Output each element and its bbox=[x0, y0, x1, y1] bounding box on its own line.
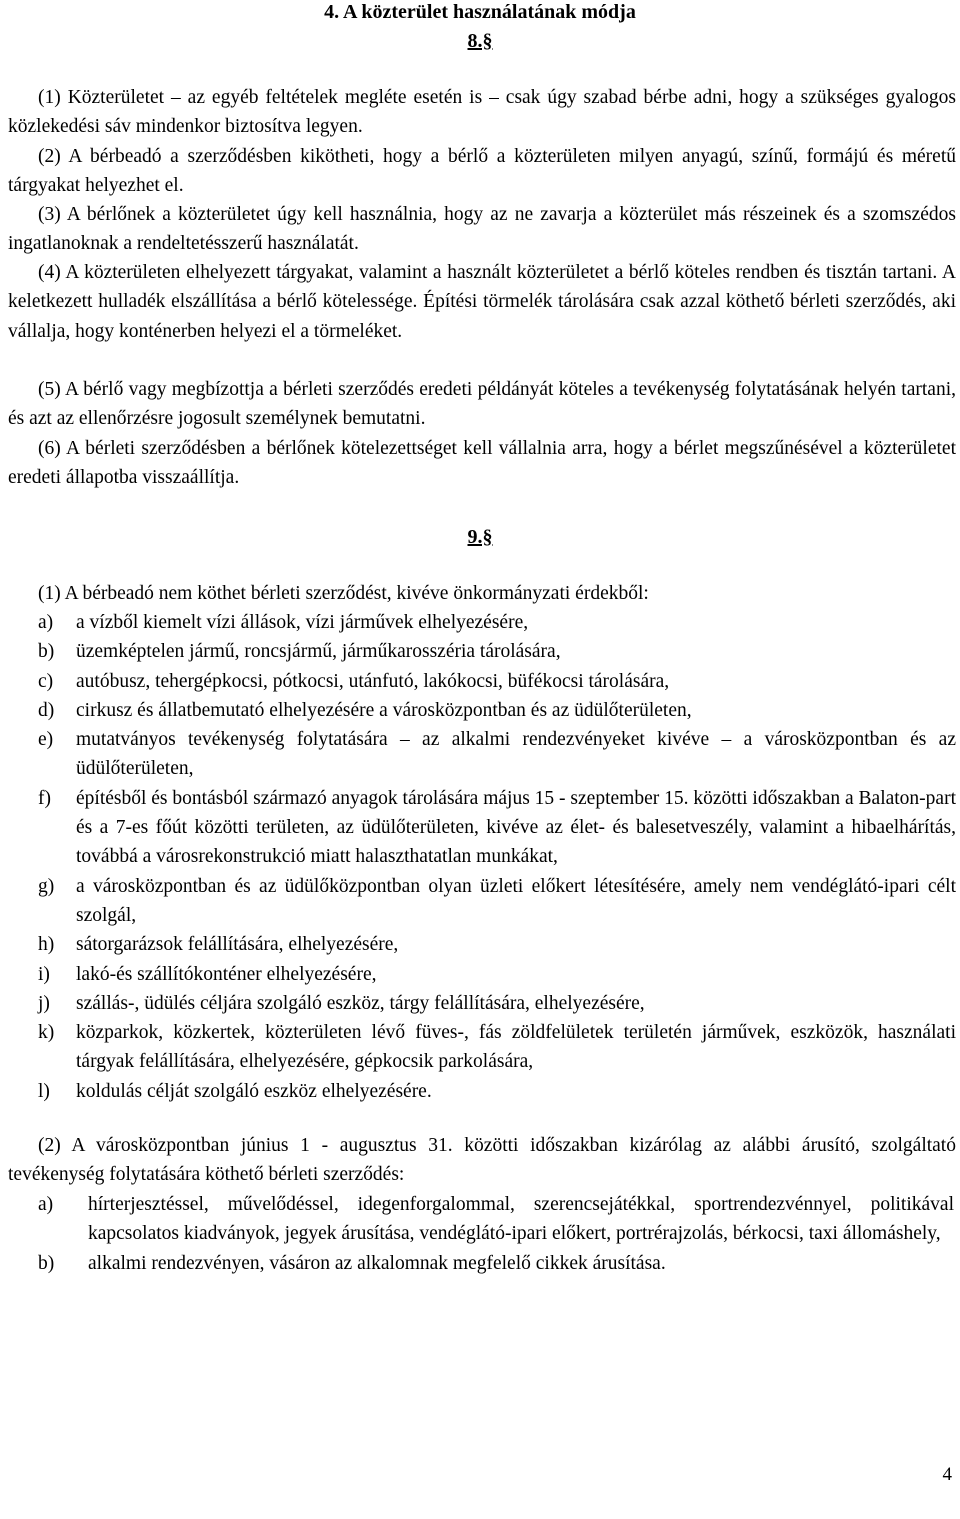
paragraph-text bbox=[8, 434, 956, 493]
list-letter: i) bbox=[38, 963, 50, 985]
list-item bbox=[38, 637, 956, 666]
list-letter: l) bbox=[38, 1080, 50, 1102]
list-item-text: közparkok, közkertek, közterületen lévő füves-, fás zöldfelületek területén járművek, eszközök, használati tárgyak felállítására, elhelyezésére, gépkocsik parkolására, bbox=[76, 1022, 956, 1073]
list-item bbox=[38, 1077, 956, 1106]
section-8-paragraph-2 bbox=[8, 142, 956, 201]
paragraph-text bbox=[8, 142, 956, 201]
list-letter: k) bbox=[38, 1022, 55, 1044]
paragraph-number: (6) bbox=[38, 438, 61, 459]
list-letter: a) bbox=[38, 612, 54, 633]
page-number: 4 bbox=[942, 1464, 952, 1485]
list-item-text: szállás-, üdülés céljára szolgáló eszköz, tárgy felállítására, elhelyezésére, bbox=[76, 992, 645, 1014]
list-item-text: a vízből kiemelt vízi állások, vízi járművek elhelyezésére, bbox=[76, 612, 529, 633]
list-item-text: lakó-és szállítókonténer elhelyezésére, bbox=[76, 963, 377, 985]
list-item bbox=[38, 1190, 954, 1249]
list-item-text: koldulás célját szolgáló eszköz elhelyezésére. bbox=[76, 1080, 432, 1102]
list-item bbox=[38, 930, 956, 959]
list-item bbox=[38, 608, 956, 637]
paragraph-body: A bérbeadó nem köthet bérleti szerződést, kivéve önkormányzati érdekből: bbox=[64, 583, 649, 604]
list-item bbox=[38, 960, 956, 989]
list-letter: j) bbox=[38, 992, 50, 1014]
list-item-text: autóbusz, tehergépkocsi, pótkocsi, utánfutó, lakókocsi, büfékocsi tárolására, bbox=[76, 670, 670, 692]
paragraph-body: A bérleti szerződésben a bérlőnek kötelezettséget kell vállalnia arra, hogy a bérlet megszűnésével a közterületet eredeti állapotba visszaállítja. bbox=[8, 438, 956, 489]
list-item-text: építésből és bontásból származó anyagok tárolására május 15 - szeptember 15. közötti időszakban a Balaton-part és a 7-es főút közötti területen, az üdülőterületen, kivéve az élet- és balesetveszély, valamint a hibaelhárítás, továbbá a városrekonstrukció miatt halaszthatatlan munkákat, bbox=[76, 787, 956, 868]
section-8-paragraph-3 bbox=[8, 200, 956, 259]
list-letter: c) bbox=[38, 670, 54, 692]
list-item bbox=[38, 784, 956, 872]
list-item bbox=[38, 872, 956, 931]
list-letter: b) bbox=[38, 641, 55, 663]
section-8-paragraph-1 bbox=[8, 83, 956, 142]
section-9-paragraph-2-intro bbox=[8, 1131, 956, 1190]
paragraph-body: A városközpontban június 1 - augusztus 31. közötti időszakban kizárólag az alábbi árusító, szolgáltató tevékenység folytatására köthető bérleti szerződés: bbox=[8, 1135, 956, 1186]
list-item-text: mutatványos tevékenység folytatására – az alkalmi rendezvényeket kivéve – a városközpontban és az üdülőterületen, bbox=[76, 729, 956, 780]
list-letter: g) bbox=[38, 875, 55, 897]
section-8-heading: 8.§ bbox=[467, 30, 493, 52]
list-item-text: cirkusz és állatbemutató elhelyezésére a városközpontban és az üdülőterületen, bbox=[76, 699, 692, 721]
list-letter: h) bbox=[38, 934, 55, 956]
section-9-paragraph-1-intro bbox=[8, 579, 956, 608]
paragraph-text bbox=[8, 1131, 956, 1190]
paragraph-text bbox=[8, 200, 956, 259]
paragraph-body: Közterületet – az egyéb feltételek megléte esetén is – csak úgy szabad bérbe adni, hogy a szükséges gyalogos közlekedési sáv mindenkor biztosítva legyen. bbox=[8, 87, 956, 138]
list-item-text: alkalmi rendezvényen, vásáron az alkalomnak megfelelő cikkek árusítása. bbox=[88, 1252, 666, 1274]
paragraph-text bbox=[8, 579, 956, 608]
section-9-paragraph-2-list bbox=[38, 1190, 954, 1278]
paragraph-body: A közterületen elhelyezett tárgyakat, valamint a használt közterületet a bérlő köteles rendben és tisztán tartani. A keletkezett hulladék elszállítása a bérlő kötelessége. Építési törmelék tárolására csak azzal köthető bérleti szerződés, aki vállalja, hogy konténerben helyezi el a törmeléket. bbox=[8, 262, 956, 342]
list-item bbox=[38, 989, 956, 1018]
list-item bbox=[38, 696, 956, 725]
list-item bbox=[38, 725, 956, 784]
list-letter: d) bbox=[38, 699, 55, 721]
list-item-text: hírterjesztéssel, művelődéssel, idegenforgalommal, szerencsejátékkal, sportrendezvénnyel, politikával kapcsolatos kiadványok, jegyek árusítása, vendéglátó-ipari előkert, portrérajzolás, bérkocsi, taxi állomáshely, bbox=[88, 1194, 954, 1245]
paragraph-number: (2) bbox=[38, 1135, 61, 1156]
section-9-heading: 9.§ bbox=[467, 526, 493, 548]
paragraph-text bbox=[8, 258, 956, 346]
list-item-text: a városközpontban és az üdülőközpontban olyan üzleti előkert létesítésére, amely nem vendéglátó-ipari célt szolgál, bbox=[76, 875, 956, 926]
list-letter: e) bbox=[38, 729, 54, 751]
section-8-paragraph-5 bbox=[8, 375, 956, 434]
paragraph-body: A bérlőnek a közterületet úgy kell használnia, hogy az ne zavarja a közterület más részeinek és a szomszédos ingatlanoknak a rendeltetésszerű használatát. bbox=[8, 204, 956, 255]
paragraph-text bbox=[8, 83, 956, 142]
paragraph-body: A bérlő vagy megbízottja a bérleti szerződés eredeti példányát köteles a tevékenység folytatásának helyén tartani, és azt az ellenőrzésre jogosult személynek bemutatni. bbox=[8, 379, 956, 430]
chapter-title: 4. A közterület használatának módja bbox=[324, 1, 636, 23]
paragraph-body: A bérbeadó a szerződésben kikötheti, hogy a bérlő a közterületen milyen anyagú, színű, formájú és méretű tárgyakat helyezhet el. bbox=[8, 146, 956, 197]
list-letter: f) bbox=[38, 787, 51, 809]
list-item-text: üzemképtelen jármű, roncsjármű, járműkarosszéria tárolására, bbox=[76, 641, 561, 663]
list-letter: b) bbox=[38, 1252, 55, 1274]
paragraph-number: (2) bbox=[38, 146, 61, 167]
paragraph-number: (1) bbox=[38, 87, 61, 108]
paragraph-number: (3) bbox=[38, 204, 61, 225]
section-8-paragraph-6 bbox=[8, 434, 956, 493]
list-item bbox=[38, 1018, 956, 1077]
paragraph-text bbox=[8, 375, 956, 434]
section-9-paragraph-1-list bbox=[38, 608, 956, 1106]
paragraph-number: (5) bbox=[38, 379, 61, 400]
list-letter: a) bbox=[38, 1194, 54, 1215]
paragraph-number: (4) bbox=[38, 262, 61, 283]
list-item-text: sátorgarázsok felállítására, elhelyezésére, bbox=[76, 934, 399, 956]
paragraph-number: (1) bbox=[38, 583, 61, 604]
list-item bbox=[38, 1249, 954, 1278]
list-item bbox=[38, 667, 956, 696]
section-8-paragraph-4 bbox=[8, 258, 956, 346]
